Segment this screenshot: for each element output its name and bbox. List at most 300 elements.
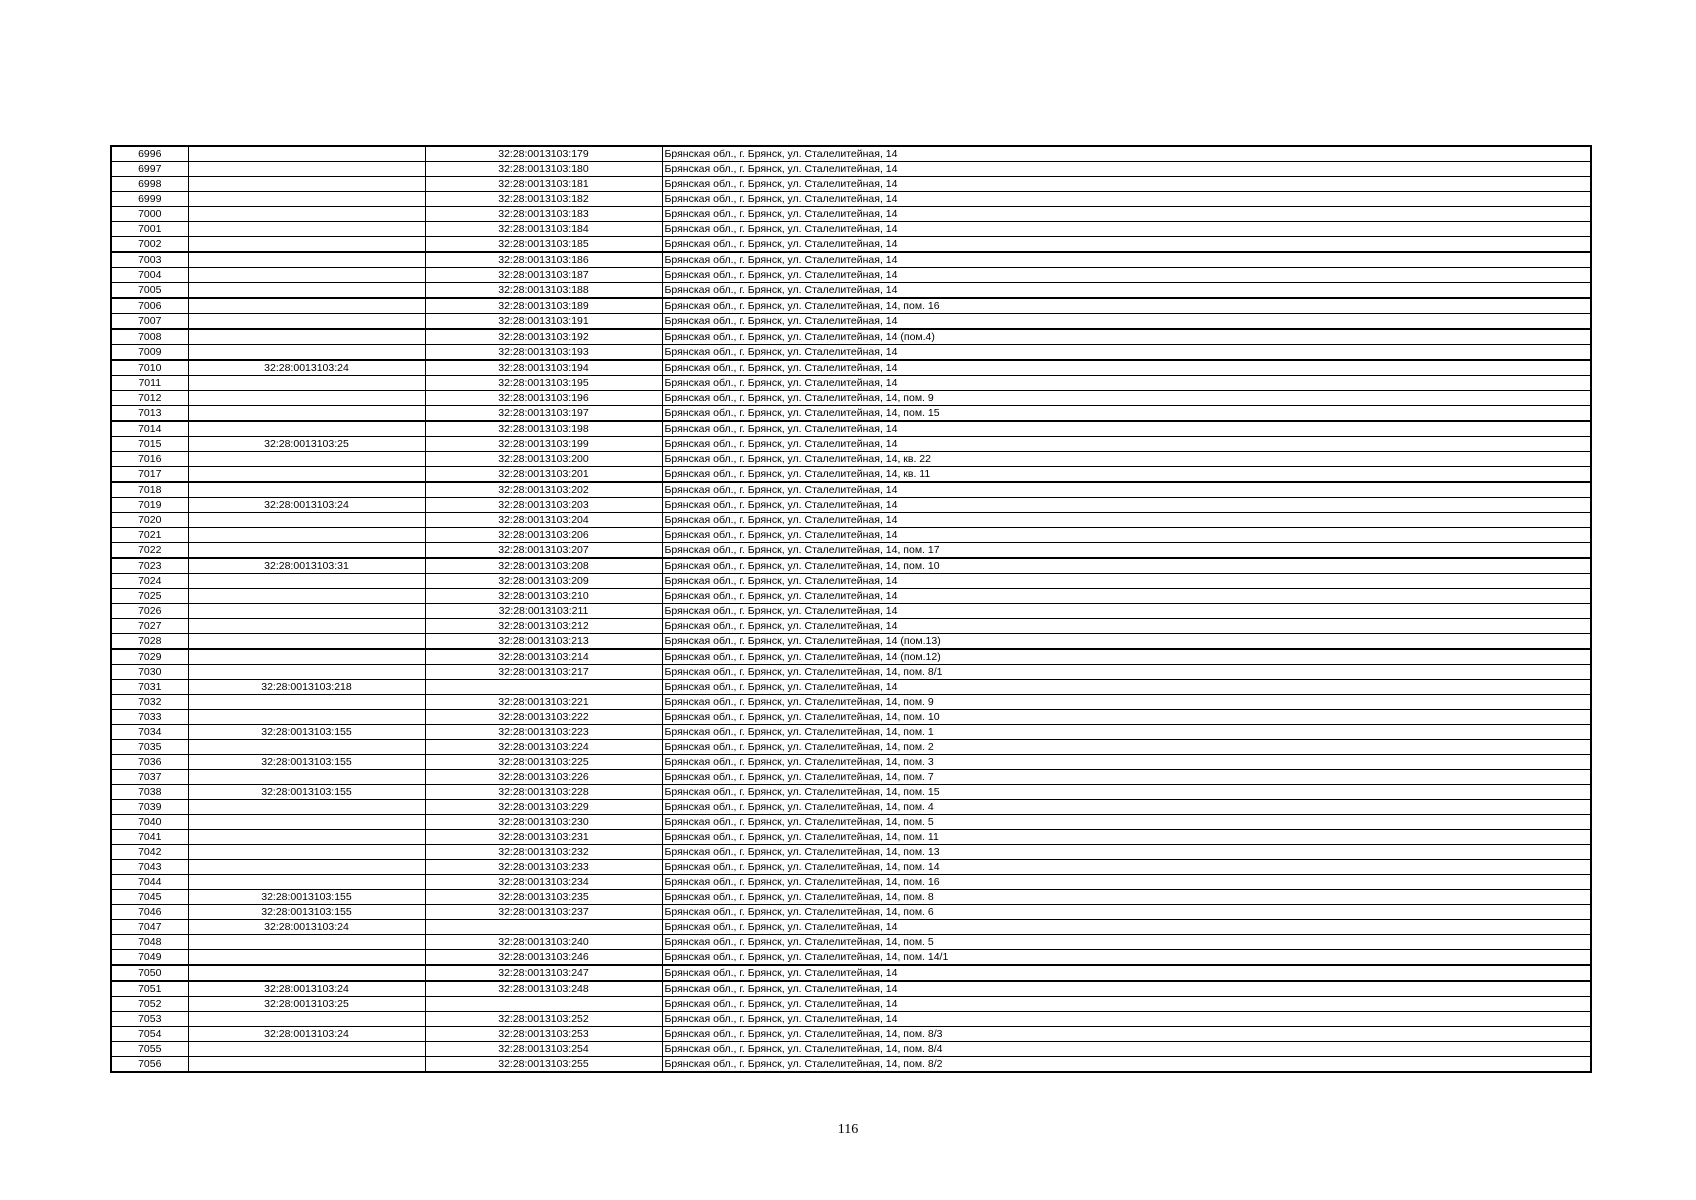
- cadastral-number-cell: 32:28:0013103:233: [425, 860, 662, 875]
- address-cell: Брянская обл., г. Брянск, ул. Сталелитейная, 14: [662, 965, 1591, 981]
- row-number-cell: 7042: [111, 845, 188, 860]
- table-row: [111, 845, 1591, 860]
- address-cell: Брянская обл., г. Брянск, ул. Сталелитейная, 14, пом. 15: [662, 785, 1591, 800]
- row-number-cell: 6998: [111, 177, 188, 192]
- row-number-cell: 7035: [111, 740, 188, 755]
- address-cell: Брянская обл., г. Брянск, ул. Сталелитейная, 14: [662, 589, 1591, 604]
- row-number-cell: 7053: [111, 1012, 188, 1027]
- address-cell: Брянская обл., г. Брянск, ул. Сталелитейная, 14: [662, 268, 1591, 283]
- table-row: [111, 1027, 1591, 1042]
- parent-cadastral-number-cell: [188, 283, 425, 299]
- row-number-cell: 7027: [111, 619, 188, 634]
- row-number-cell: 7012: [111, 391, 188, 406]
- cadastral-table: [110, 145, 1592, 1073]
- parent-cadastral-number-cell: [188, 1012, 425, 1027]
- row-number-cell: 7015: [111, 437, 188, 452]
- address-cell: Брянская обл., г. Брянск, ул. Сталелитейная, 14, пом. 8/3: [662, 1027, 1591, 1042]
- address-cell: Брянская обл., г. Брянск, ул. Сталелитейная, 14, пом. 5: [662, 815, 1591, 830]
- table-row: [111, 252, 1591, 268]
- table-row: [111, 890, 1591, 905]
- cadastral-number-cell: 32:28:0013103:229: [425, 800, 662, 815]
- row-number-cell: 7006: [111, 298, 188, 314]
- row-number-cell: 7036: [111, 755, 188, 770]
- parent-cadastral-number-cell: [188, 162, 425, 177]
- parent-cadastral-number-cell: [188, 740, 425, 755]
- parent-cadastral-number-cell: [188, 543, 425, 559]
- table-row: [111, 360, 1591, 376]
- cadastral-number-cell: 32:28:0013103:230: [425, 815, 662, 830]
- cadastral-number-cell: 32:28:0013103:187: [425, 268, 662, 283]
- address-cell: Брянская обл., г. Брянск, ул. Сталелитейная, 14, пом. 11: [662, 830, 1591, 845]
- row-number-cell: 7051: [111, 981, 188, 997]
- address-cell: Брянская обл., г. Брянск, ул. Сталелитейная, 14: [662, 920, 1591, 935]
- row-number-cell: 7028: [111, 634, 188, 650]
- row-number-cell: 7025: [111, 589, 188, 604]
- table-row: [111, 207, 1591, 222]
- cadastral-number-cell: 32:28:0013103:181: [425, 177, 662, 192]
- cadastral-number-cell: 32:28:0013103:200: [425, 452, 662, 467]
- row-number-cell: 7009: [111, 345, 188, 361]
- cadastral-number-cell: 32:28:0013103:208: [425, 558, 662, 574]
- row-number-cell: 7016: [111, 452, 188, 467]
- row-number-cell: 7031: [111, 680, 188, 695]
- table-row: [111, 649, 1591, 665]
- cadastral-number-cell: [425, 997, 662, 1012]
- table-row: [111, 755, 1591, 770]
- row-number-cell: 7020: [111, 513, 188, 528]
- cadastral-number-cell: 32:28:0013103:254: [425, 1042, 662, 1057]
- table-row: [111, 345, 1591, 361]
- row-number-cell: 7043: [111, 860, 188, 875]
- cadastral-number-cell: 32:28:0013103:226: [425, 770, 662, 785]
- cadastral-number-cell: 32:28:0013103:248: [425, 981, 662, 997]
- address-cell: Брянская обл., г. Брянск, ул. Сталелитейная, 14: [662, 513, 1591, 528]
- table-row: [111, 482, 1591, 498]
- cadastral-number-cell: 32:28:0013103:232: [425, 845, 662, 860]
- table-row: [111, 740, 1591, 755]
- address-cell: Брянская обл., г. Брянск, ул. Сталелитейная, 14, пом. 9: [662, 391, 1591, 406]
- parent-cadastral-number-cell: [188, 649, 425, 665]
- cadastral-number-cell: 32:28:0013103:201: [425, 467, 662, 483]
- table-row: [111, 619, 1591, 634]
- row-number-cell: 7021: [111, 528, 188, 543]
- table-row: [111, 437, 1591, 452]
- parent-cadastral-number-cell: [188, 770, 425, 785]
- cadastral-number-cell: 32:28:0013103:231: [425, 830, 662, 845]
- parent-cadastral-number-cell: 32:28:0013103:155: [188, 755, 425, 770]
- address-cell: Брянская обл., г. Брянск, ул. Сталелитейная, 14, пом. 5: [662, 935, 1591, 950]
- row-number-cell: 7001: [111, 222, 188, 237]
- row-number-cell: 7045: [111, 890, 188, 905]
- cadastral-number-cell: 32:28:0013103:188: [425, 283, 662, 299]
- table-row: [111, 665, 1591, 680]
- parent-cadastral-number-cell: [188, 1057, 425, 1073]
- address-cell: Брянская обл., г. Брянск, ул. Сталелитейная, 14: [662, 162, 1591, 177]
- row-number-cell: 7034: [111, 725, 188, 740]
- address-cell: Брянская обл., г. Брянск, ул. Сталелитейная, 14: [662, 437, 1591, 452]
- address-cell: Брянская обл., г. Брянск, ул. Сталелитейная, 14: [662, 997, 1591, 1012]
- address-cell: Брянская обл., г. Брянск, ул. Сталелитейная, 14, пом. 3: [662, 755, 1591, 770]
- parent-cadastral-number-cell: [188, 574, 425, 589]
- table-row: [111, 314, 1591, 330]
- row-number-cell: 7038: [111, 785, 188, 800]
- address-cell: Брянская обл., г. Брянск, ул. Сталелитейная, 14: [662, 498, 1591, 513]
- table-row: [111, 298, 1591, 314]
- cadastral-number-cell: 32:28:0013103:221: [425, 695, 662, 710]
- table-row: [111, 830, 1591, 845]
- row-number-cell: 7055: [111, 1042, 188, 1057]
- cadastral-number-cell: 32:28:0013103:223: [425, 725, 662, 740]
- table-row: [111, 543, 1591, 559]
- parent-cadastral-number-cell: 32:28:0013103:24: [188, 1027, 425, 1042]
- parent-cadastral-number-cell: [188, 329, 425, 345]
- table-row: [111, 920, 1591, 935]
- page-number: 116: [837, 1122, 859, 1137]
- address-cell: Брянская обл., г. Брянск, ул. Сталелитейная, 14, пом. 8: [662, 890, 1591, 905]
- cadastral-number-cell: 32:28:0013103:184: [425, 222, 662, 237]
- address-cell: Брянская обл., г. Брянск, ул. Сталелитейная, 14, пом. 14: [662, 860, 1591, 875]
- address-cell: Брянская обл., г. Брянск, ул. Сталелитейная, 14: [662, 680, 1591, 695]
- cadastral-number-cell: 32:28:0013103:182: [425, 192, 662, 207]
- table-row: [111, 406, 1591, 422]
- parent-cadastral-number-cell: [188, 935, 425, 950]
- address-cell: Брянская обл., г. Брянск, ул. Сталелитейная, 14, пом. 2: [662, 740, 1591, 755]
- address-cell: Брянская обл., г. Брянск, ул. Сталелитейная, 14: [662, 528, 1591, 543]
- table-row: [111, 815, 1591, 830]
- parent-cadastral-number-cell: 32:28:0013103:155: [188, 905, 425, 920]
- table-row: [111, 935, 1591, 950]
- table-row: [111, 146, 1591, 162]
- parent-cadastral-number-cell: [188, 860, 425, 875]
- cadastral-number-cell: [425, 920, 662, 935]
- cadastral-table-body: [111, 146, 1591, 1072]
- table-row: [111, 329, 1591, 345]
- parent-cadastral-number-cell: 32:28:0013103:24: [188, 498, 425, 513]
- table-row: [111, 710, 1591, 725]
- table-row: [111, 589, 1591, 604]
- parent-cadastral-number-cell: 32:28:0013103:24: [188, 920, 425, 935]
- table-row: [111, 725, 1591, 740]
- address-cell: Брянская обл., г. Брянск, ул. Сталелитейная, 14 (пом.12): [662, 649, 1591, 665]
- row-number-cell: 7054: [111, 1027, 188, 1042]
- row-number-cell: 6996: [111, 146, 188, 162]
- parent-cadastral-number-cell: [188, 207, 425, 222]
- table-row: [111, 467, 1591, 483]
- row-number-cell: 7026: [111, 604, 188, 619]
- row-number-cell: 7032: [111, 695, 188, 710]
- parent-cadastral-number-cell: [188, 710, 425, 725]
- table-row: [111, 558, 1591, 574]
- cadastral-number-cell: 32:28:0013103:210: [425, 589, 662, 604]
- cadastral-number-cell: 32:28:0013103:194: [425, 360, 662, 376]
- table-row: [111, 800, 1591, 815]
- cadastral-number-cell: 32:28:0013103:198: [425, 421, 662, 437]
- address-cell: Брянская обл., г. Брянск, ул. Сталелитейная, 14: [662, 283, 1591, 299]
- table-row: [111, 574, 1591, 589]
- parent-cadastral-number-cell: [188, 513, 425, 528]
- parent-cadastral-number-cell: [188, 965, 425, 981]
- table-row: [111, 604, 1591, 619]
- table-row: [111, 237, 1591, 253]
- row-number-cell: 7011: [111, 376, 188, 391]
- row-number-cell: 7013: [111, 406, 188, 422]
- table-row: [111, 452, 1591, 467]
- row-number-cell: 7046: [111, 905, 188, 920]
- row-number-cell: 7023: [111, 558, 188, 574]
- address-cell: Брянская обл., г. Брянск, ул. Сталелитейная, 14 (пом.4): [662, 329, 1591, 345]
- row-number-cell: 7048: [111, 935, 188, 950]
- table-row: [111, 785, 1591, 800]
- cadastral-number-cell: 32:28:0013103:189: [425, 298, 662, 314]
- cadastral-number-cell: 32:28:0013103:179: [425, 146, 662, 162]
- cadastral-number-cell: 32:28:0013103:180: [425, 162, 662, 177]
- address-cell: Брянская обл., г. Брянск, ул. Сталелитейная, 14, кв. 11: [662, 467, 1591, 483]
- row-number-cell: 7040: [111, 815, 188, 830]
- parent-cadastral-number-cell: 32:28:0013103:31: [188, 558, 425, 574]
- parent-cadastral-number-cell: [188, 950, 425, 966]
- cadastral-number-cell: 32:28:0013103:247: [425, 965, 662, 981]
- row-number-cell: 7024: [111, 574, 188, 589]
- address-cell: Брянская обл., г. Брянск, ул. Сталелитейная, 14: [662, 981, 1591, 997]
- row-number-cell: 7039: [111, 800, 188, 815]
- address-cell: Брянская обл., г. Брянск, ул. Сталелитейная, 14, пом. 8/4: [662, 1042, 1591, 1057]
- row-number-cell: 7019: [111, 498, 188, 513]
- cadastral-number-cell: 32:28:0013103:213: [425, 634, 662, 650]
- address-cell: Брянская обл., г. Брянск, ул. Сталелитейная, 14: [662, 345, 1591, 361]
- row-number-cell: 7049: [111, 950, 188, 966]
- table-row: [111, 1057, 1591, 1073]
- parent-cadastral-number-cell: [188, 482, 425, 498]
- address-cell: Брянская обл., г. Брянск, ул. Сталелитейная, 14: [662, 482, 1591, 498]
- address-cell: Брянская обл., г. Брянск, ул. Сталелитейная, 14, пом. 16: [662, 875, 1591, 890]
- parent-cadastral-number-cell: [188, 222, 425, 237]
- parent-cadastral-number-cell: [188, 406, 425, 422]
- cadastral-number-cell: 32:28:0013103:252: [425, 1012, 662, 1027]
- parent-cadastral-number-cell: [188, 192, 425, 207]
- table-row: [111, 634, 1591, 650]
- row-number-cell: 7007: [111, 314, 188, 330]
- cadastral-number-cell: 32:28:0013103:192: [425, 329, 662, 345]
- address-cell: Брянская обл., г. Брянск, ул. Сталелитейная, 14: [662, 192, 1591, 207]
- address-cell: Брянская обл., г. Брянск, ул. Сталелитейная, 14: [662, 604, 1591, 619]
- parent-cadastral-number-cell: 32:28:0013103:24: [188, 360, 425, 376]
- table-row: [111, 1042, 1591, 1057]
- parent-cadastral-number-cell: [188, 177, 425, 192]
- parent-cadastral-number-cell: [188, 421, 425, 437]
- table-row: [111, 283, 1591, 299]
- address-cell: Брянская обл., г. Брянск, ул. Сталелитейная, 14: [662, 314, 1591, 330]
- parent-cadastral-number-cell: 32:28:0013103:218: [188, 680, 425, 695]
- address-cell: Брянская обл., г. Брянск, ул. Сталелитейная, 14 (пом.13): [662, 634, 1591, 650]
- parent-cadastral-number-cell: [188, 634, 425, 650]
- row-number-cell: 7052: [111, 997, 188, 1012]
- address-cell: Брянская обл., г. Брянск, ул. Сталелитейная, 14, пом. 1: [662, 725, 1591, 740]
- address-cell: Брянская обл., г. Брянск, ул. Сталелитейная, 14, пом. 15: [662, 406, 1591, 422]
- parent-cadastral-number-cell: 32:28:0013103:25: [188, 997, 425, 1012]
- address-cell: Брянская обл., г. Брянск, ул. Сталелитейная, 14: [662, 360, 1591, 376]
- cadastral-number-cell: 32:28:0013103:183: [425, 207, 662, 222]
- address-cell: Брянская обл., г. Брянск, ул. Сталелитейная, 14, пом. 16: [662, 298, 1591, 314]
- parent-cadastral-number-cell: [188, 268, 425, 283]
- parent-cadastral-number-cell: [188, 845, 425, 860]
- cadastral-number-cell: [425, 680, 662, 695]
- table-row: [111, 1012, 1591, 1027]
- row-number-cell: 7004: [111, 268, 188, 283]
- parent-cadastral-number-cell: [188, 252, 425, 268]
- row-number-cell: 7022: [111, 543, 188, 559]
- table-row: [111, 498, 1591, 513]
- cadastral-number-cell: 32:28:0013103:196: [425, 391, 662, 406]
- address-cell: Брянская обл., г. Брянск, ул. Сталелитейная, 14, пом. 17: [662, 543, 1591, 559]
- cadastral-number-cell: 32:28:0013103:207: [425, 543, 662, 559]
- table-row: [111, 680, 1591, 695]
- cadastral-number-cell: 32:28:0013103:193: [425, 345, 662, 361]
- row-number-cell: 7018: [111, 482, 188, 498]
- parent-cadastral-number-cell: 32:28:0013103:155: [188, 890, 425, 905]
- parent-cadastral-number-cell: [188, 452, 425, 467]
- parent-cadastral-number-cell: 32:28:0013103:155: [188, 725, 425, 740]
- row-number-cell: 7044: [111, 875, 188, 890]
- cadastral-number-cell: 32:28:0013103:214: [425, 649, 662, 665]
- cadastral-number-cell: 32:28:0013103:253: [425, 1027, 662, 1042]
- table-row: [111, 860, 1591, 875]
- row-number-cell: 7005: [111, 283, 188, 299]
- table-row: [111, 177, 1591, 192]
- table-row: [111, 528, 1591, 543]
- parent-cadastral-number-cell: [188, 665, 425, 680]
- row-number-cell: 7047: [111, 920, 188, 935]
- cadastral-number-cell: 32:28:0013103:224: [425, 740, 662, 755]
- row-number-cell: 7056: [111, 1057, 188, 1073]
- cadastral-number-cell: 32:28:0013103:206: [425, 528, 662, 543]
- parent-cadastral-number-cell: 32:28:0013103:25: [188, 437, 425, 452]
- cadastral-number-cell: 32:28:0013103:197: [425, 406, 662, 422]
- row-number-cell: 7041: [111, 830, 188, 845]
- cadastral-number-cell: 32:28:0013103:199: [425, 437, 662, 452]
- cadastral-number-cell: 32:28:0013103:217: [425, 665, 662, 680]
- parent-cadastral-number-cell: [188, 800, 425, 815]
- cadastral-number-cell: 32:28:0013103:186: [425, 252, 662, 268]
- address-cell: Брянская обл., г. Брянск, ул. Сталелитейная, 14: [662, 207, 1591, 222]
- table-row: [111, 770, 1591, 785]
- cadastral-number-cell: 32:28:0013103:202: [425, 482, 662, 498]
- cadastral-number-cell: 32:28:0013103:195: [425, 376, 662, 391]
- address-cell: Брянская обл., г. Брянск, ул. Сталелитейная, 14, пом. 4: [662, 800, 1591, 815]
- cadastral-number-cell: 32:28:0013103:255: [425, 1057, 662, 1073]
- address-cell: Брянская обл., г. Брянск, ул. Сталелитейная, 14, пом. 8/1: [662, 665, 1591, 680]
- cadastral-number-cell: 32:28:0013103:185: [425, 237, 662, 253]
- address-cell: Брянская обл., г. Брянск, ул. Сталелитейная, 14, кв. 22: [662, 452, 1591, 467]
- address-cell: Брянская обл., г. Брянск, ул. Сталелитейная, 14, пом. 10: [662, 710, 1591, 725]
- cadastral-number-cell: 32:28:0013103:211: [425, 604, 662, 619]
- address-cell: Брянская обл., г. Брянск, ул. Сталелитейная, 14: [662, 574, 1591, 589]
- table-row: [111, 162, 1591, 177]
- parent-cadastral-number-cell: [188, 298, 425, 314]
- parent-cadastral-number-cell: [188, 146, 425, 162]
- address-cell: Брянская обл., г. Брянск, ул. Сталелитейная, 14: [662, 177, 1591, 192]
- row-number-cell: 7002: [111, 237, 188, 253]
- parent-cadastral-number-cell: [188, 604, 425, 619]
- cadastral-number-cell: 32:28:0013103:240: [425, 935, 662, 950]
- parent-cadastral-number-cell: [188, 695, 425, 710]
- parent-cadastral-number-cell: [188, 314, 425, 330]
- address-cell: Брянская обл., г. Брянск, ул. Сталелитейная, 14, пом. 10: [662, 558, 1591, 574]
- table-row: [111, 192, 1591, 207]
- cadastral-number-cell: 32:28:0013103:225: [425, 755, 662, 770]
- address-cell: Брянская обл., г. Брянск, ул. Сталелитейная, 14: [662, 421, 1591, 437]
- address-cell: Брянская обл., г. Брянск, ул. Сталелитейная, 14, пом. 6: [662, 905, 1591, 920]
- table-row: [111, 950, 1591, 966]
- parent-cadastral-number-cell: [188, 875, 425, 890]
- row-number-cell: 7010: [111, 360, 188, 376]
- table-row: [111, 965, 1591, 981]
- table-row: [111, 222, 1591, 237]
- parent-cadastral-number-cell: [188, 815, 425, 830]
- cadastral-number-cell: 32:28:0013103:203: [425, 498, 662, 513]
- parent-cadastral-number-cell: 32:28:0013103:24: [188, 981, 425, 997]
- table-row: [111, 421, 1591, 437]
- cadastral-number-cell: 32:28:0013103:234: [425, 875, 662, 890]
- parent-cadastral-number-cell: [188, 345, 425, 361]
- address-cell: Брянская обл., г. Брянск, ул. Сталелитейная, 14: [662, 237, 1591, 253]
- table-row: [111, 875, 1591, 890]
- row-number-cell: 7029: [111, 649, 188, 665]
- parent-cadastral-number-cell: [188, 237, 425, 253]
- address-cell: Брянская обл., г. Брянск, ул. Сталелитейная, 14: [662, 146, 1591, 162]
- address-cell: Брянская обл., г. Брянск, ул. Сталелитейная, 14, пом. 9: [662, 695, 1591, 710]
- address-cell: Брянская обл., г. Брянск, ул. Сталелитейная, 14: [662, 619, 1591, 634]
- row-number-cell: 7033: [111, 710, 188, 725]
- address-cell: Брянская обл., г. Брянск, ул. Сталелитейная, 14, пом. 13: [662, 845, 1591, 860]
- row-number-cell: 7017: [111, 467, 188, 483]
- parent-cadastral-number-cell: [188, 376, 425, 391]
- parent-cadastral-number-cell: [188, 391, 425, 406]
- row-number-cell: 7014: [111, 421, 188, 437]
- address-cell: Брянская обл., г. Брянск, ул. Сталелитейная, 14: [662, 222, 1591, 237]
- address-cell: Брянская обл., г. Брянск, ул. Сталелитейная, 14: [662, 252, 1591, 268]
- row-number-cell: 7037: [111, 770, 188, 785]
- parent-cadastral-number-cell: [188, 830, 425, 845]
- address-cell: Брянская обл., г. Брянск, ул. Сталелитейная, 14, пом. 7: [662, 770, 1591, 785]
- cadastral-number-cell: 32:28:0013103:237: [425, 905, 662, 920]
- parent-cadastral-number-cell: [188, 589, 425, 604]
- parent-cadastral-number-cell: [188, 619, 425, 634]
- address-cell: Брянская обл., г. Брянск, ул. Сталелитейная, 14, пом. 14/1: [662, 950, 1591, 966]
- table-row: [111, 268, 1591, 283]
- row-number-cell: 7050: [111, 965, 188, 981]
- row-number-cell: 6999: [111, 192, 188, 207]
- table-row: [111, 513, 1591, 528]
- row-number-cell: 7008: [111, 329, 188, 345]
- row-number-cell: 6997: [111, 162, 188, 177]
- parent-cadastral-number-cell: 32:28:0013103:155: [188, 785, 425, 800]
- cadastral-number-cell: 32:28:0013103:212: [425, 619, 662, 634]
- parent-cadastral-number-cell: [188, 528, 425, 543]
- row-number-cell: 7000: [111, 207, 188, 222]
- row-number-cell: 7003: [111, 252, 188, 268]
- table-row: [111, 905, 1591, 920]
- cadastral-number-cell: 32:28:0013103:191: [425, 314, 662, 330]
- address-cell: Брянская обл., г. Брянск, ул. Сталелитейная, 14: [662, 1012, 1591, 1027]
- parent-cadastral-number-cell: [188, 467, 425, 483]
- parent-cadastral-number-cell: [188, 1042, 425, 1057]
- cadastral-number-cell: 32:28:0013103:228: [425, 785, 662, 800]
- table-row: [111, 376, 1591, 391]
- table-row: [111, 997, 1591, 1012]
- cadastral-number-cell: 32:28:0013103:222: [425, 710, 662, 725]
- cadastral-number-cell: 32:28:0013103:235: [425, 890, 662, 905]
- address-cell: Брянская обл., г. Брянск, ул. Сталелитейная, 14: [662, 376, 1591, 391]
